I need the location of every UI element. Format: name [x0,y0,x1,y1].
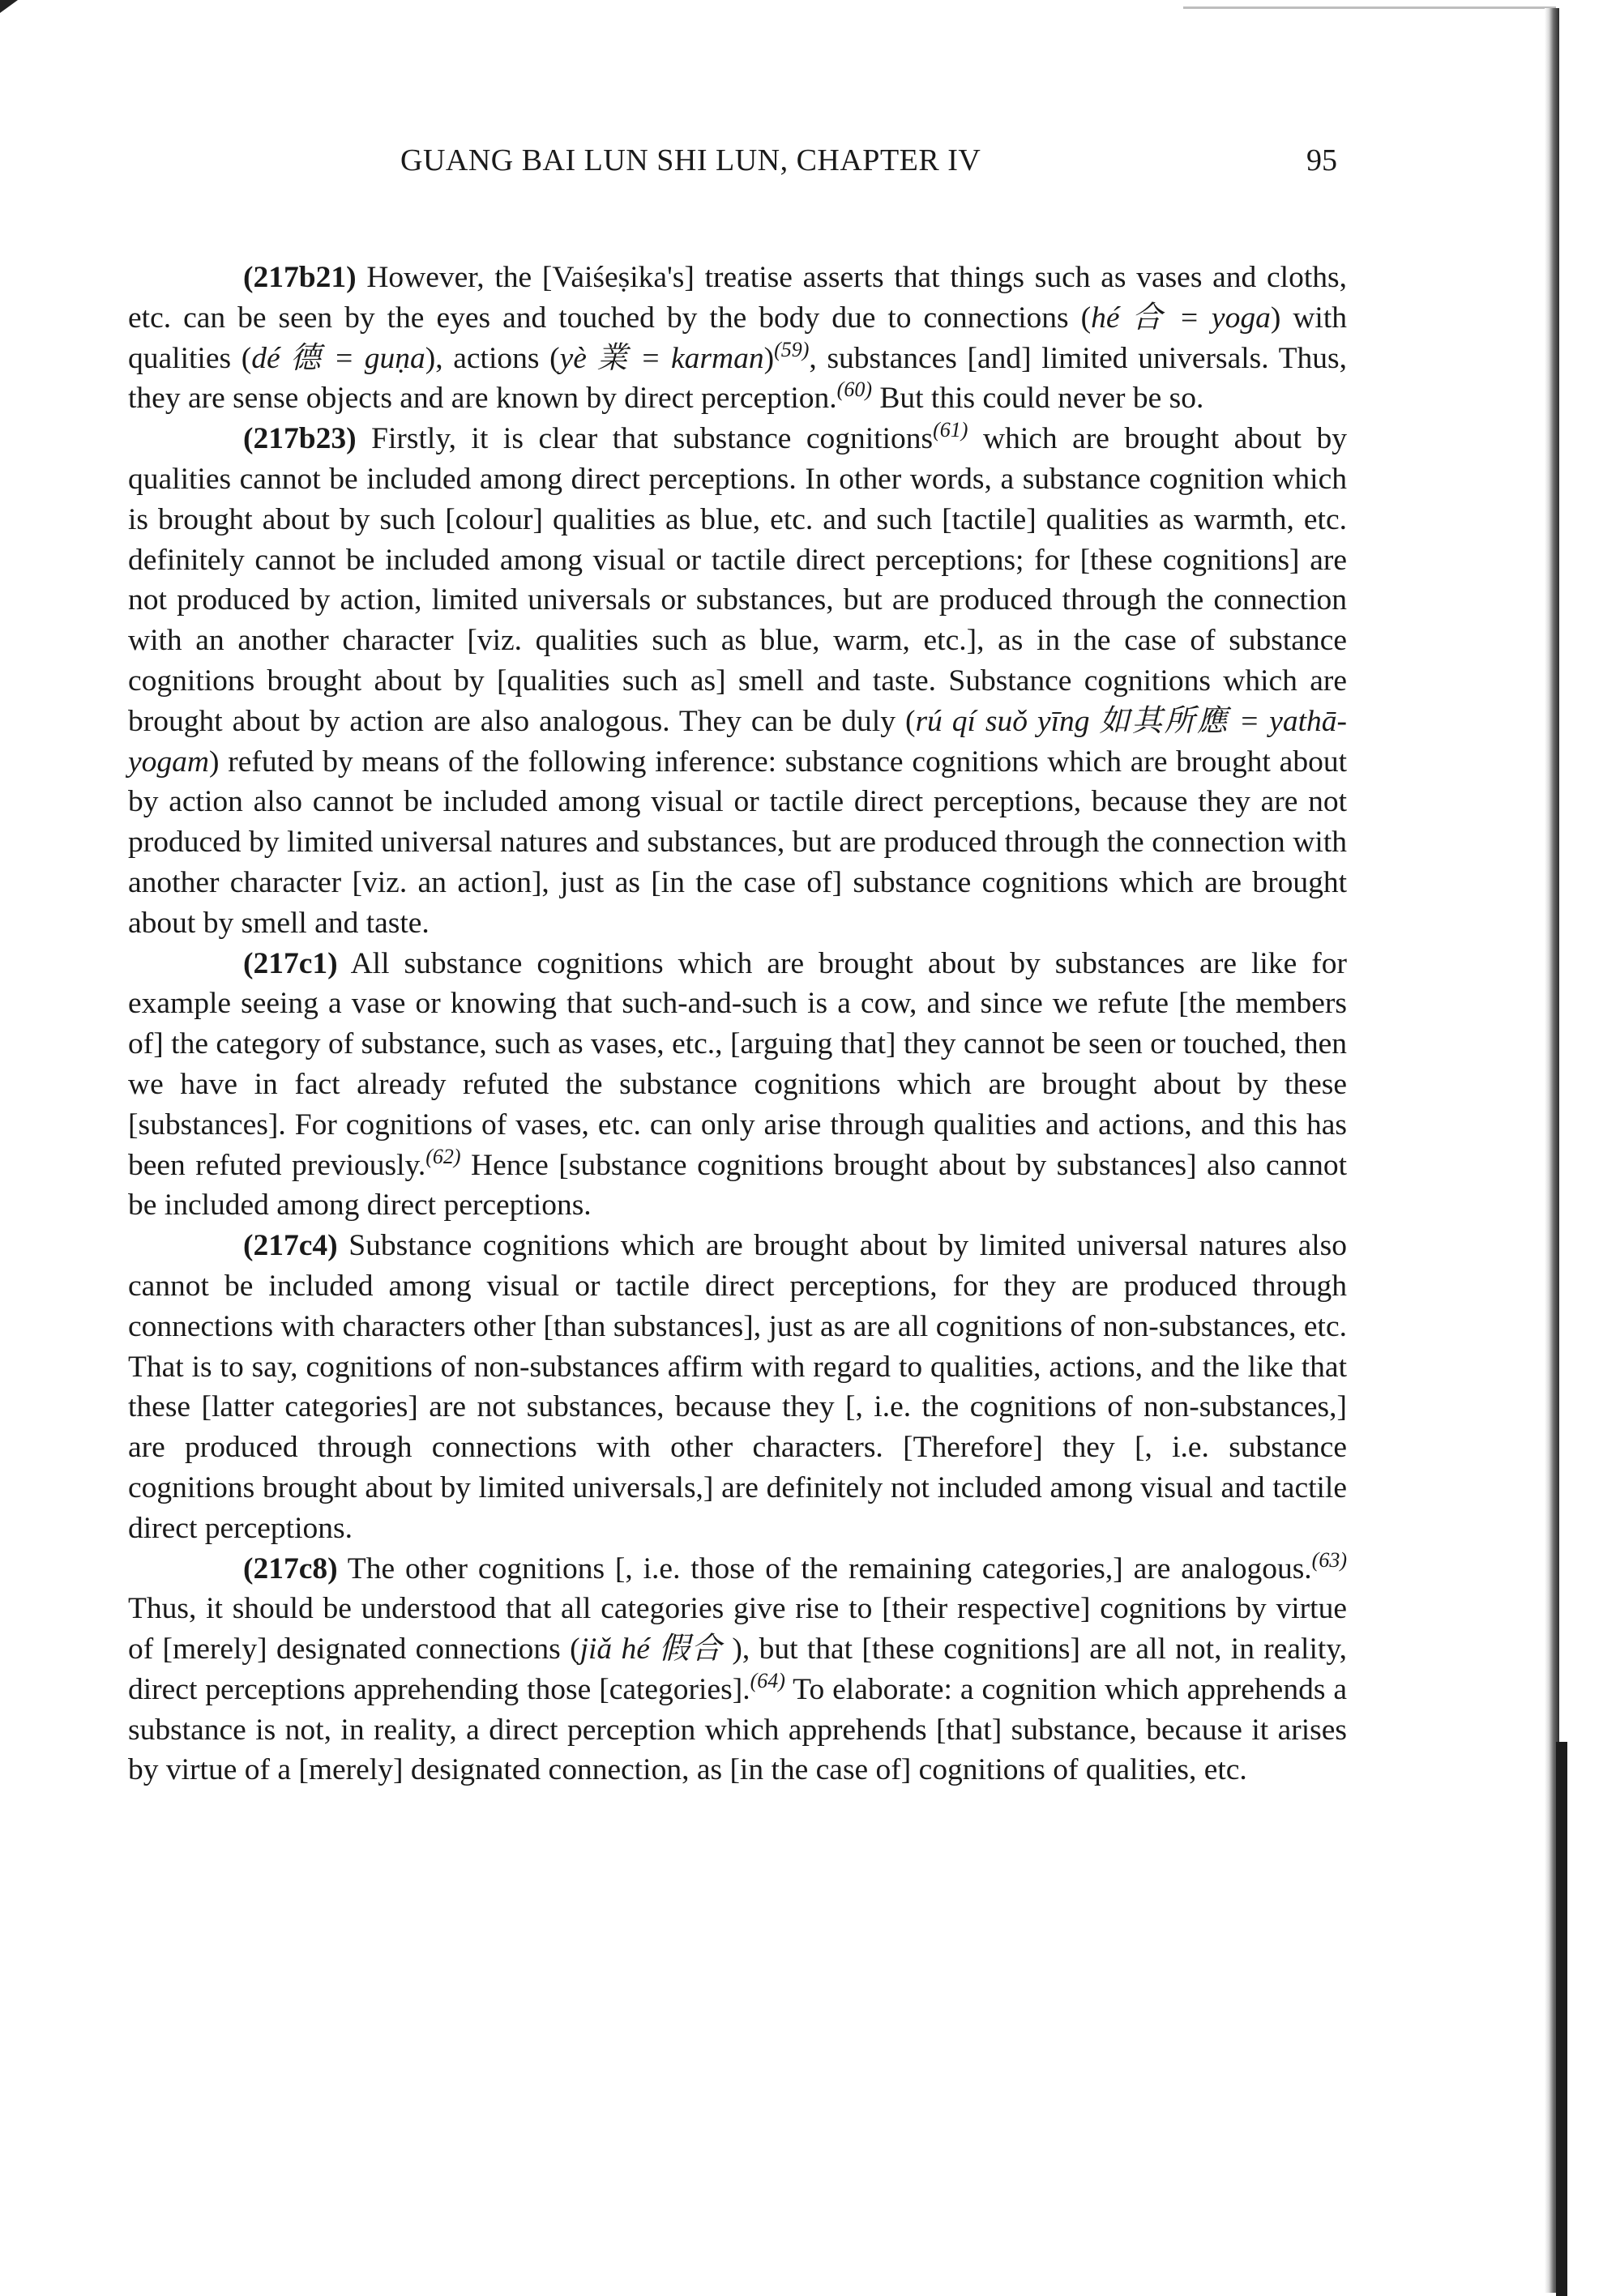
body-text [128,258,1347,1790]
term-gloss: yè 業 = karman [559,341,764,375]
section-ref: (217b23) [243,422,357,456]
footnote-marker: (60) [836,378,872,402]
term-gloss: dé 德 = guṇa [251,341,425,375]
term-gloss: rú qí suǒ yīng 如其所應 = yathā-yogam [128,704,1347,779]
section-ref: (217b21) [243,261,357,294]
text-span: ), but that [these cognitions] are all not, in reality, direct perceptions apprehending those [categories]. [128,1632,1348,1706]
text-span: Thus, it should be understood that all categories give rise to [their respective] cognitions by virtue of [merely] designated connections ( [128,1592,1347,1667]
running-title: GUANG BAI LUN SHI LUN, CHAPTER IV [400,143,981,177]
text-span: Substance cognitions which are brought about by limited universal natures also cannot be included among visual or tactile direct perceptions, for they are produced through connections with characters other [than substances], just as are all cognitions of non-substances, etc. That is to say, cognitions of non-substances affirm with regard to qualities, actions, and the like that these [latter categories] are not substances, because they [, i.e. the cognitions of non-substances,] are produced through connections with other characters. [Therefore] they [, i.e. substance cognitions brought about by limited universals,] are definitely not included among visual and tactile direct perceptions. [128,1229,1347,1545]
text-span: ), actions ( [425,341,560,375]
term-gloss: hé 合 = yoga [1091,301,1271,335]
paragraph-217b21 [128,258,1347,419]
scan-corner-mark [0,0,18,13]
paragraph-217b23 [128,419,1347,943]
text-span: which are brought about by qualities cannot be included among direct perceptions. In other words, a substance cognition which is brought about by such [colour] qualities as blue, etc. and such [tactile] qualities as warmth, etc. definitely cannot be included among visual or tactile direct perceptions; for [these cognitions] are not produced by action, limited universals or substances, but are produced through the connection with an another character [viz. qualities such as blue, warm, etc.], as in the case of substance cognitions brought about by [qualities such as] smell and taste. Substance cognitions which are brought about by action are also analogous. They can be duly ( [128,422,1348,738]
paragraph-217c8 [128,1549,1347,1791]
footnote-marker: (62) [425,1144,461,1168]
text-span: ) [763,341,775,375]
text-span: To elaborate: a cognition which apprehends a substance is not, in reality, a direct perception which apprehends [that] substance, because it arises by virtue of a [merely] designated connection, as [in the case of] cognitions of qualities, etc. [128,1672,1348,1787]
text-span: The other cognitions [, i.e. those of the remaining categories,] are analogous. [337,1551,1312,1585]
footnote-marker: (63) [1311,1547,1347,1572]
section-ref: (217c4) [243,1229,338,1263]
text-span: All substance cognitions which are brought about by substances are like for example seeing a vase or knowing that such-and-such is a cow, and since we refute [the members of] the category of substance, such as vases, etc., [arguing that] they cannot be seen or touched, then we have in fact already refuted the substance cognitions which are brought about by these [substances]. For cognitions of vases, etc. can only arise through qualities and actions, and this has been refuted previously. [128,946,1347,1182]
text-span: However, the [Vaiśeṣika's] treatise asserts that things such as vases and cloths, etc. can be seen by the eyes and touched by the body due to connections ( [128,261,1347,335]
paragraph-217c1 [128,944,1347,1227]
term-gloss: jiǎ hé 假合 [579,1632,724,1667]
page-header [0,143,1603,191]
scan-binding-shadow [1556,1742,1567,2296]
text-span: ) refuted by means of the following inference: substance cognitions which are brought about by action also cannot be included among visual or tactile direct perceptions, because they are not produced by limited universal natures and substances, but are produced through the connection with another character [viz. an action], just as [in the case of] substance cognitions which are brought about by smell and taste. [128,745,1347,940]
text-span: , substances [and] limited universals. Thus, they are sense objects and are known by direct perception. [128,341,1347,416]
paragraph-217c4 [128,1226,1347,1548]
text-span: Hence [substance cognitions brought about by substances] also cannot be included among direct perceptions. [128,1148,1347,1223]
footnote-marker: (64) [750,1668,785,1692]
section-ref: (217c1) [243,946,338,980]
section-ref: (217c8) [243,1551,338,1585]
scan-top-border [1183,6,1556,9]
text-span: ) with qualities ( [128,301,1347,375]
footnote-marker: (59) [774,337,810,361]
text-span: But this could never be so. [872,382,1204,416]
page-number: 95 [1306,143,1337,177]
footnote-marker: (61) [933,418,968,442]
text-span: Firstly, it is clear that substance cognitions [356,422,934,456]
